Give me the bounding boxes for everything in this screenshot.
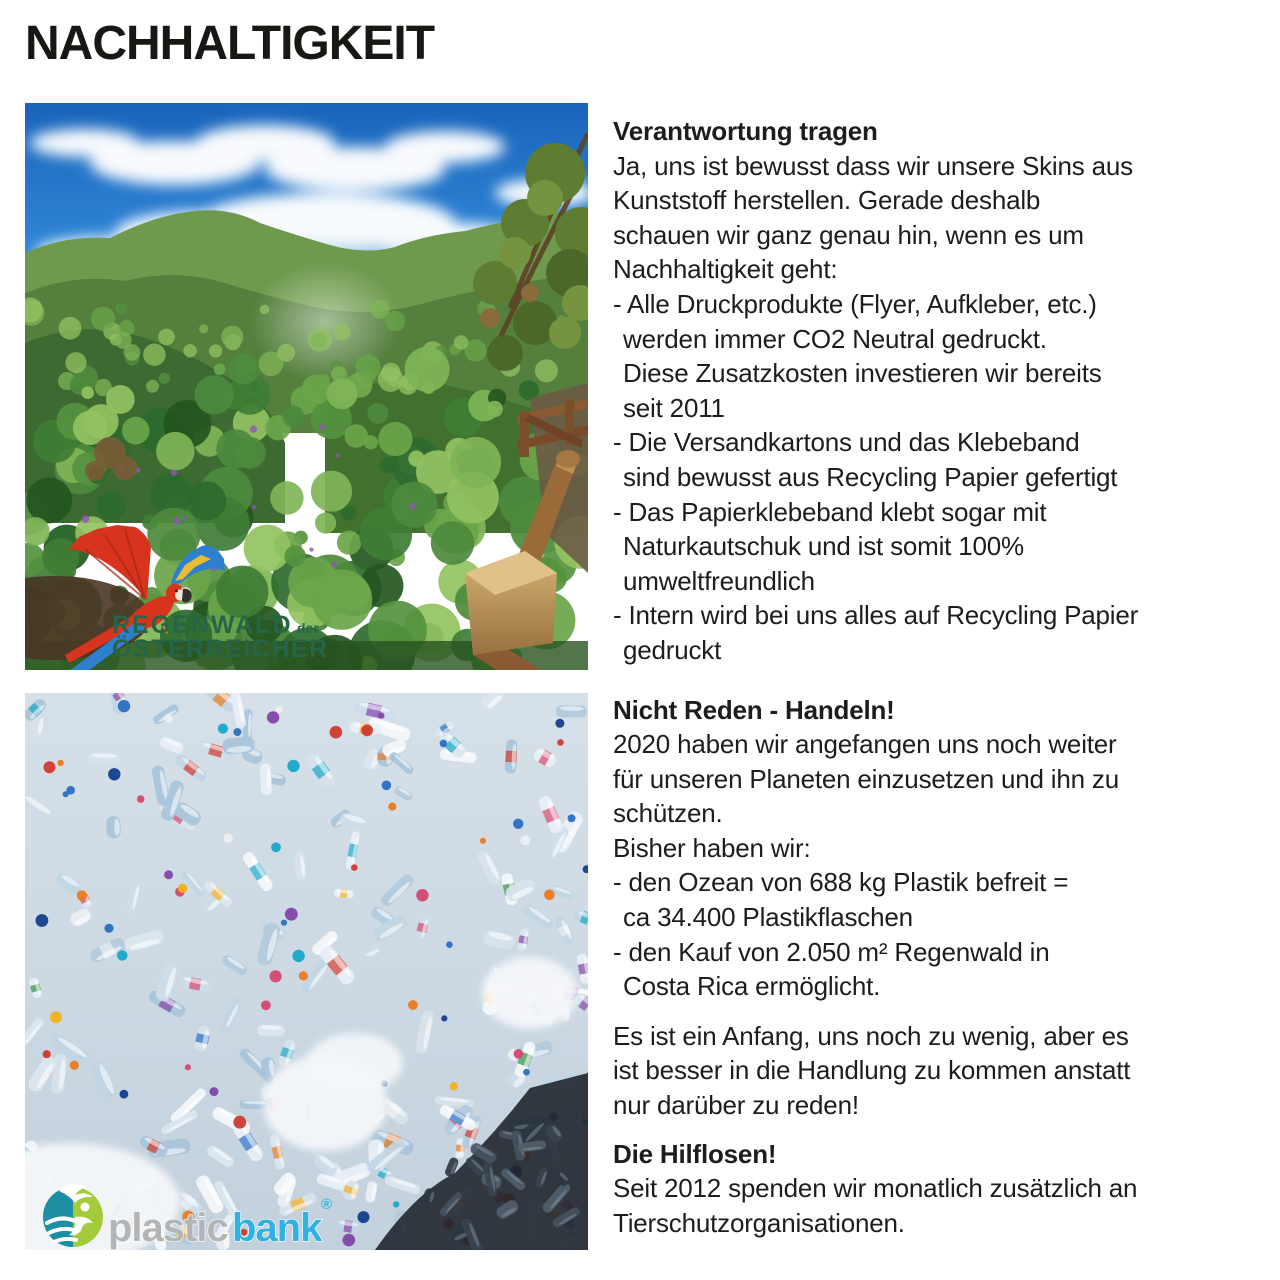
stone-block — [465, 551, 557, 655]
text-line: Tierschutzorganisationen. — [613, 1207, 905, 1238]
text-line: - den Kauf von 2.050 m² Regenwald in — [613, 936, 1050, 967]
rainforest-image — [25, 103, 588, 670]
text-column — [613, 114, 1273, 1240]
section-lines — [613, 149, 1273, 668]
text-line: Costa Rica ermöglicht. — [623, 971, 881, 1002]
text-line: - Die Versandkartons und das Klebeband — [613, 427, 1080, 458]
section-lines — [613, 1171, 1273, 1240]
text-line: werden immer CO2 Neutral gedruckt. — [623, 323, 1047, 354]
plastic-bottles-image — [25, 693, 588, 1250]
text-line: Seit 2012 spenden wir monatlich zusätzlich an — [613, 1173, 1138, 1204]
text-line: - Alle Druckprodukte (Flyer, Aufkleber, etc.) — [613, 288, 1097, 319]
regenwald-line1: REGENWALD — [112, 611, 293, 639]
section-lines — [613, 727, 1273, 1004]
text-line: für unseren Planeten einzusetzen und ihn zu — [613, 763, 1119, 794]
text-line: ist besser in die Handlung zu kommen anstatt — [613, 1055, 1131, 1086]
text-line: Naturkautschuk und ist somit 100% — [623, 531, 1024, 562]
text-line: umweltfreundlich — [623, 565, 815, 596]
plasticbank-registered-mark: ® — [321, 1196, 333, 1213]
section-hilflosen — [613, 1137, 1273, 1241]
text-line: schauen wir ganz genau hin, wenn es um — [613, 219, 1084, 250]
text-line: - den Ozean von 688 kg Plastik befreit = — [613, 867, 1069, 898]
section-anfang — [613, 1019, 1273, 1123]
text-line: schützen. — [613, 798, 723, 829]
text-line: Ja, uns ist bewusst dass wir unsere Skins aus — [613, 150, 1133, 181]
text-line: gedruckt — [623, 634, 722, 665]
text-line: 2020 haben wir angefangen uns noch weiter — [613, 729, 1117, 760]
section-lines — [613, 1019, 1273, 1123]
text-line: nur darüber zu reden! — [613, 1090, 859, 1121]
text-line: Es ist ein Anfang, uns noch zu wenig, aber es — [613, 1020, 1129, 1051]
section-verantwortung — [613, 114, 1273, 668]
text-line: Nachhaltigkeit geht: — [613, 254, 838, 285]
text-line: seit 2011 — [623, 392, 725, 423]
plasticbank-word-bank: bank — [232, 1206, 322, 1250]
text-line: Bisher haben wir: — [613, 832, 811, 863]
text-line: sind bewusst aus Recycling Papier gefertigt — [623, 461, 1118, 492]
text-line: - Intern wird bei uns alles auf Recycling Papier — [613, 600, 1139, 631]
regenwald-line1-suffix: der — [297, 620, 319, 636]
text-line: ca 34.400 Plastikflaschen — [623, 902, 913, 933]
section-heading: Nicht Reden - Handeln! — [613, 694, 895, 725]
section-nicht-reden — [613, 693, 1273, 1004]
text-line: - Das Papierklebeband klebt sogar mit — [613, 496, 1047, 527]
plasticbank-word-plastic: plastic — [108, 1206, 228, 1250]
section-heading: Verantwortung tragen — [613, 116, 878, 146]
text-line: Diese Zusatzkosten investieren wir bereits — [623, 358, 1102, 389]
regenwald-line2: ÖSTERREICHER — [112, 635, 329, 663]
section-heading: Die Hilflosen! — [613, 1138, 777, 1169]
text-line: Kunststoff herstellen. Gerade deshalb — [613, 185, 1041, 216]
page-title: NACHHALTIGKEIT — [25, 17, 435, 70]
